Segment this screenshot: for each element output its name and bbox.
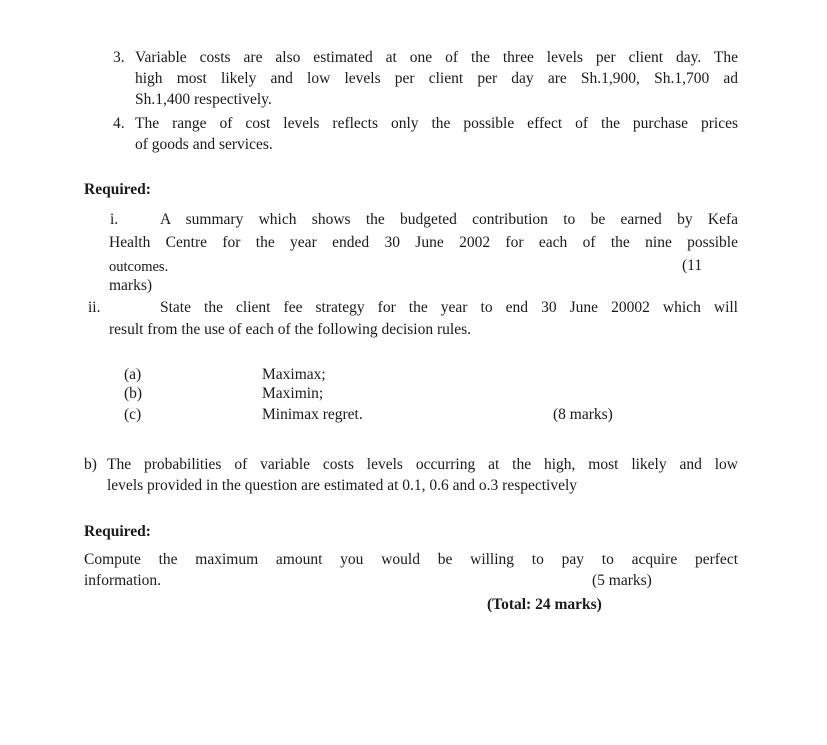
item-4-line-1: The range of cost levels reflects only the possible effect of the purchase prices (135, 115, 738, 132)
part-b-label: b) (84, 456, 97, 473)
part-b-line-1: The probabilities of variable costs levels occurring at the high, most likely and low (107, 456, 738, 473)
rule-text-minimax-regret: Minimax regret. (262, 406, 363, 423)
rule-label-a: (a) (124, 366, 142, 383)
total-marks: (Total: 24 marks) (487, 596, 602, 613)
list-number-3: 3. (113, 49, 125, 66)
item-i-line-3: outcomes. (109, 259, 169, 275)
item-i-line-1: A summary which shows the budgeted contribution to be earned by Kefa (160, 211, 738, 228)
item-i-line-2: Health Centre for the year ended 30 June 2002 for each of the nine possible (109, 234, 738, 251)
item-4-line-2: of goods and services. (135, 136, 273, 153)
item-ii-line-2: result from the use of each of the following decision rules. (109, 321, 471, 338)
item-i-marks-open: (11 (682, 257, 703, 274)
item-3-line-1: Variable costs are also estimated at one of the three levels per client day. The (135, 49, 738, 66)
part-b-line-2: levels provided in the question are estimated at 0.1, 0.6 and o.3 respectively (107, 477, 578, 494)
item-ii-marks: (8 marks) (553, 406, 613, 423)
required-2-marks: (5 marks) (592, 572, 652, 589)
item-ii-line-1: State the client fee strategy for the year to end 30 June 20002 which will (160, 299, 738, 316)
rule-label-c: (c) (124, 406, 142, 423)
roman-numeral-ii: ii. (88, 299, 101, 316)
required-heading-2: Required: (84, 523, 151, 540)
roman-numeral-i: i. (110, 211, 119, 228)
required-2-line-2: information. (84, 572, 162, 589)
list-number-4: 4. (113, 115, 125, 132)
rule-text-maximin: Maximin; (262, 385, 324, 402)
rule-label-b: (b) (124, 385, 143, 402)
required-heading-1: Required: (84, 181, 151, 198)
item-3-line-2: high most likely and low levels per client per day are Sh.1,900, Sh.1,700 ad (135, 70, 738, 87)
item-i-line-4: marks) (109, 277, 153, 294)
rule-text-maximax: Maximax; (262, 366, 326, 383)
required-2-line-1: Compute the maximum amount you would be willing to pay to acquire perfect (84, 551, 738, 568)
item-3-line-3: Sh.1,400 respectively. (135, 91, 272, 108)
